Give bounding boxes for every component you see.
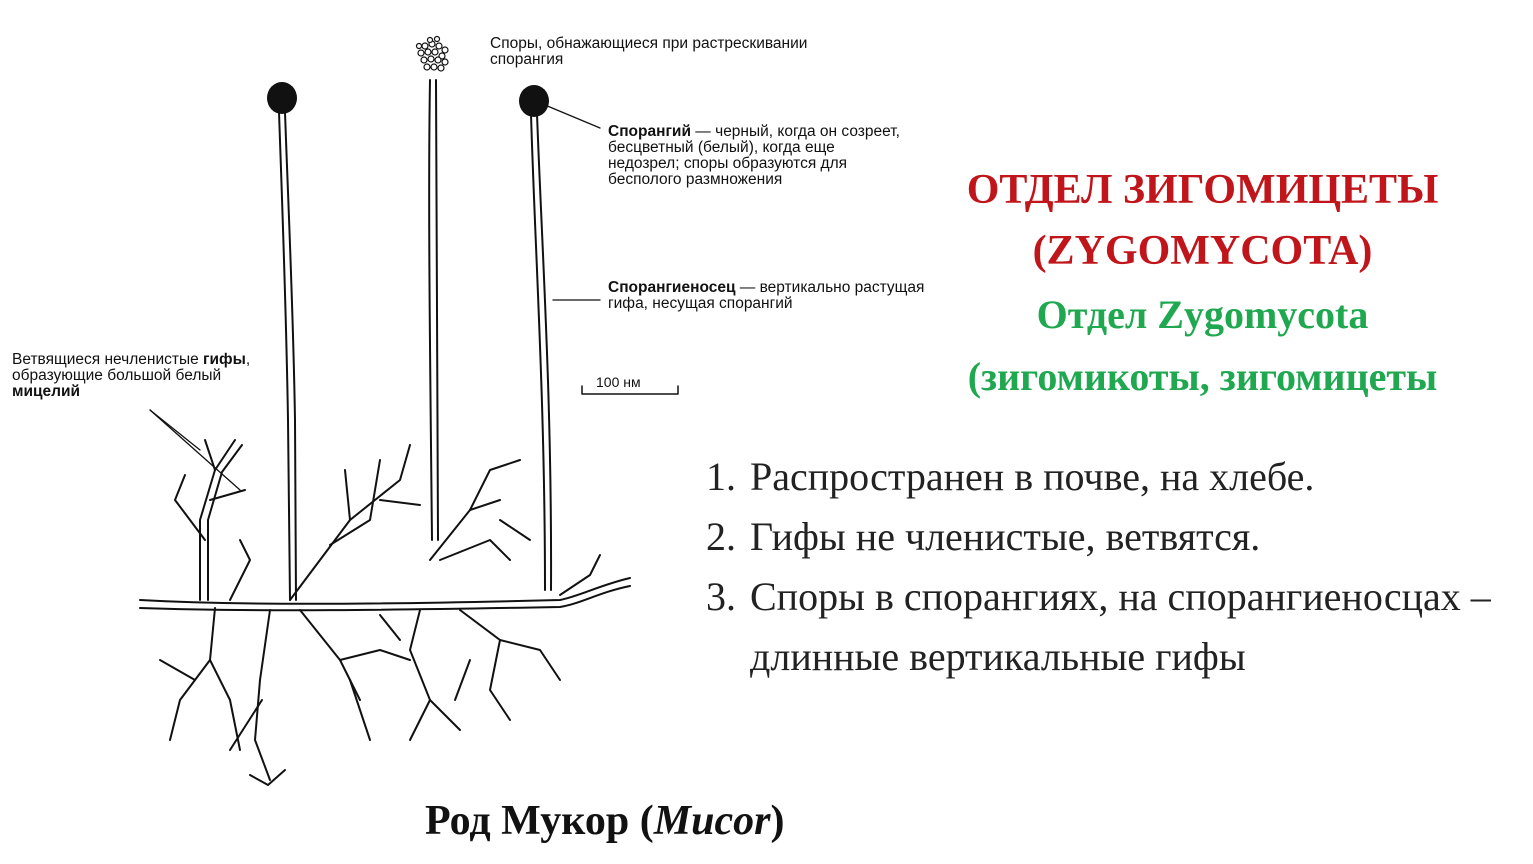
list-item [706, 447, 1506, 507]
caption-genus: Mucor [653, 798, 771, 844]
mycelium [160, 440, 600, 785]
sporangiophore-right [531, 114, 551, 590]
list-item [706, 567, 1506, 687]
list-item-number: 3. [706, 574, 736, 619]
label-hyphae-term1: гифы [203, 351, 246, 368]
label-sporangium [608, 124, 908, 188]
list-item-text: Споры в спорангиях, на спорангиеносцах – длинные вертикальные гифы [750, 574, 1491, 679]
scale-bar-label: 100 нм [596, 374, 641, 390]
label-sporangium-term: Спорангий [608, 123, 691, 140]
list-item-number: 2. [706, 514, 736, 559]
released-spores [417, 37, 449, 72]
caption-suffix: ) [770, 798, 785, 844]
sporangium-mature-right [519, 85, 549, 117]
list-item-text: Распространен в почве, на хлебе. [750, 454, 1315, 499]
list-item [706, 507, 1506, 567]
label-sporangium-desc: — черный, когда он созреет, бесцветный (белый), когда еще недозрел; споры образуются для бесполого размножения [608, 123, 900, 188]
label-released-spores: Споры, обнажающиеся при растрескивании спорангия [490, 35, 808, 68]
label-sporangiophore-term: Спорангиеносец [608, 279, 736, 296]
subtitle-line-1: Отдел Zygomycota [1036, 292, 1369, 337]
figure-caption [425, 796, 784, 846]
label-hyphae-term2: мицелий [12, 383, 81, 400]
label-hyphae-part2: , образующие большой белый [12, 351, 251, 384]
facts-list [706, 447, 1506, 687]
caption-prefix: Род Мукор ( [425, 798, 654, 844]
subtitle-line-2: (зигомикоты, зигомицеты [967, 354, 1438, 399]
leader-hyphae-2 [150, 410, 240, 490]
sporangiophore-middle [429, 80, 438, 540]
list-item-number: 1. [706, 454, 736, 499]
title-line-1: ОТДЕЛ ЗИГОМИЦЕТЫ [966, 167, 1439, 213]
list-item-text: Гифы не членистые, ветвятся. [750, 514, 1261, 559]
leader-sporangium [545, 105, 600, 128]
sporangium-mature-left [267, 82, 297, 114]
title-line-2: (ZYGOMYCOTA) [1032, 228, 1373, 274]
main-hypha [140, 578, 630, 604]
label-hyphae [12, 352, 282, 400]
label-hyphae-part1: Ветвящиеся нечленистые [12, 351, 204, 368]
label-sporangiophore-desc: — вертикально растущая гифа, несущая спорангий [608, 279, 925, 312]
